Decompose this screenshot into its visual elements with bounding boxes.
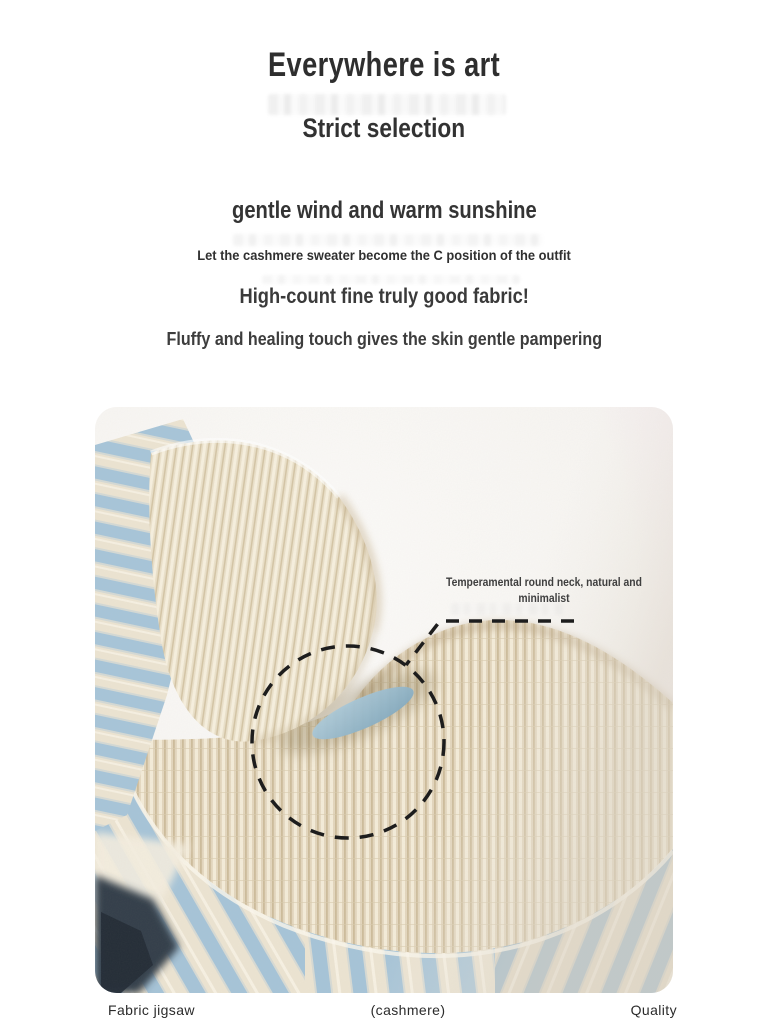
caption-quality: Quality: [630, 1002, 677, 1018]
page-title: [0, 46, 768, 85]
fabric-heading: [0, 284, 768, 309]
annotation-label: Temperamental round neck, natural and minimalist: [446, 577, 642, 605]
ghost-watermark-band: [233, 234, 543, 246]
knit-illustration: [95, 407, 673, 993]
fabric-note: [0, 328, 768, 350]
fabric-heading-text: High-count fine truly good fabric!: [239, 284, 529, 308]
ghost-watermark-band: [268, 94, 506, 115]
fabric-note-text: Fluffy and healing touch gives the skin gentle pampering: [166, 328, 602, 349]
caption-fabric: Fabric jigsaw: [108, 1002, 195, 1018]
page-title-text: Everywhere is art: [267, 46, 501, 84]
ghost-watermark-band: [262, 275, 520, 284]
tagline: [0, 197, 768, 225]
side-shade-overlay: [95, 407, 673, 993]
tagline-note: [0, 247, 768, 263]
product-photo: [95, 407, 673, 993]
section-subtitle-text: Strict selection: [302, 113, 466, 143]
tagline-text: gentle wind and warm sunshine: [231, 197, 537, 224]
caption-material: (cashmere): [370, 1002, 446, 1018]
tagline-note-text: Let the cashmere sweater become the C position of the outfit: [197, 247, 571, 263]
section-subtitle: [0, 113, 768, 144]
